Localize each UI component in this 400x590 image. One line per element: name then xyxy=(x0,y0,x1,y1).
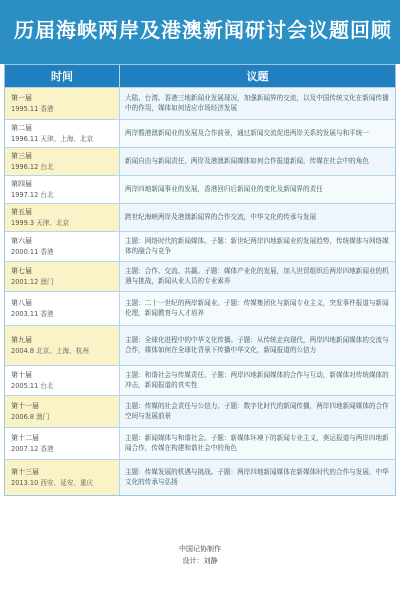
row-time-cell xyxy=(5,120,120,147)
session-label: 第二届 xyxy=(11,123,32,132)
row-topic-cell xyxy=(120,262,395,291)
row-time-cell xyxy=(5,396,120,427)
footer-designer: 设计：刘静 xyxy=(182,557,218,565)
topic-text: 主题：二十一世纪的两岸新闻业。子题：传媒集团化与新闻专业主义，突发事件报道与新闻伦理，新闻教育与人才培养 xyxy=(125,299,389,317)
topic-text: 大陆、台湾、香港三地新闻业发展现况，加强新闻界的交流，以及中国传统文化在新闻传播中的作用，媒体如何适应市场经济发展 xyxy=(125,94,389,112)
row-time-cell xyxy=(5,366,120,395)
column-header-time: 时间 xyxy=(5,65,120,87)
topic-text: 主题：网络时代的新闻媒体。子题：新世纪两岸四地新闻业的发展趋势，传统媒体与网络媒体的融合与竞争 xyxy=(125,237,389,255)
date-city-label: 2004.8 北京、上海、杭州 xyxy=(11,346,89,355)
topic-text: 主题：新闻媒体与和谐社会。子题：新媒体环境下的新闻专业主义，奥运报道与两岸四地新闻合作，传媒在构建和谐社会中的角色 xyxy=(125,434,389,452)
session-label: 第五届 xyxy=(11,207,32,216)
row-topic-cell xyxy=(120,396,395,427)
table-row xyxy=(5,231,395,261)
topic-text: 主题：传媒的社会责任与公信力。子题：数字化时代的新闻传播，两岸四地新闻媒体的合作空间与发展前景 xyxy=(125,402,389,420)
row-topic-cell xyxy=(120,232,395,261)
date-city-label: 2007.12 香港 xyxy=(11,444,54,453)
table-body xyxy=(5,87,395,495)
row-topic-cell xyxy=(120,366,395,395)
row-topic-cell xyxy=(120,148,395,175)
row-time-cell xyxy=(5,292,120,325)
row-topic-cell xyxy=(120,88,395,119)
date-city-label: 1999.3 天津、北京 xyxy=(11,218,70,227)
footer-producer: 中国记协制作 xyxy=(179,545,221,553)
topic-text: 两岸暨港澳新闻业的发展及合作前景，通过新闻交流促进两岸关系的发展与和平统一 xyxy=(125,128,369,137)
table-row xyxy=(5,459,395,495)
row-time-cell xyxy=(5,428,120,459)
session-label: 第九届 xyxy=(11,335,32,344)
session-label: 第八届 xyxy=(11,298,32,307)
row-time-cell xyxy=(5,460,120,495)
table-row xyxy=(5,261,395,291)
table-row xyxy=(5,427,395,459)
date-city-label: 2005.11 台北 xyxy=(11,381,54,390)
row-topic-cell xyxy=(120,176,395,203)
row-time-cell xyxy=(5,148,120,175)
session-label: 第三届 xyxy=(11,151,32,160)
topic-text: 新闻自由与新闻责任，两岸及港澳新闻媒体如何合作报道新闻，传媒在社会中的角色 xyxy=(125,156,369,165)
date-city-label: 2001.12 澳门 xyxy=(11,277,54,286)
topic-text: 主题：传媒发展的机遇与挑战。子题：两岸四地新闻媒体在新媒体时代的合作与发展，中华文化的传承与弘扬 xyxy=(125,468,389,486)
session-label: 第十一届 xyxy=(11,401,39,410)
row-time-cell xyxy=(5,326,120,365)
table-row xyxy=(5,119,395,147)
topic-text: 两岸四地新闻事业的发展，香港回归后新闻业的变化及新闻界的责任 xyxy=(125,184,323,193)
table-row xyxy=(5,325,395,365)
session-label: 第十届 xyxy=(11,370,32,379)
table-row xyxy=(5,147,395,175)
session-label: 第十二届 xyxy=(11,433,39,442)
table-row xyxy=(5,395,395,427)
row-time-cell xyxy=(5,232,120,261)
history-table xyxy=(4,64,396,496)
session-label: 第四届 xyxy=(11,179,32,188)
title-banner xyxy=(0,0,400,64)
session-label: 第七届 xyxy=(11,266,32,275)
row-time-cell xyxy=(5,204,120,231)
date-city-label: 2000.11 香港 xyxy=(11,247,54,256)
session-label: 第一届 xyxy=(11,93,32,102)
topic-text: 跨世纪海峡两岸及港澳新闻界的合作交流，中华文化的传承与发展 xyxy=(125,212,317,221)
topic-text: 主题：和谐社会与传媒责任。子题：两岸四地新闻媒体的合作与互动，新媒体对传统媒体的冲击，新闻报道的真实性 xyxy=(125,371,389,389)
date-city-label: 1997.12 台北 xyxy=(11,190,54,199)
session-label: 第十三届 xyxy=(11,467,39,476)
topic-text: 主题：全球化进程中的中华文化传播。子题：从传统走向现代，两岸四地新闻媒体的交流与合作，媒体如何在全球化背景下传播中华文化，新闻报道的公信力 xyxy=(125,336,389,354)
row-time-cell xyxy=(5,262,120,291)
date-city-label: 2013.10 西安、延安、重庆 xyxy=(11,478,94,487)
row-topic-cell xyxy=(120,120,395,147)
topic-text: 主题：合作、交流、共赢。子题：媒体产业化的发展，加入世贸组织后两岸四地新闻业的机遇与挑战，新闻从业人员的专业素养 xyxy=(125,267,389,285)
row-topic-cell xyxy=(120,326,395,365)
row-topic-cell xyxy=(120,460,395,495)
date-city-label: 1995.11 香港 xyxy=(11,104,54,113)
footer-credits xyxy=(0,543,400,567)
table-row xyxy=(5,175,395,203)
page-title: 历届海峡两岸及港澳新闻研讨会议题回顾 xyxy=(14,18,392,42)
date-city-label: 2003.11 香港 xyxy=(11,309,54,318)
column-header-topic: 议题 xyxy=(246,70,269,83)
row-time-cell xyxy=(5,88,120,119)
row-topic-cell xyxy=(120,204,395,231)
table-row xyxy=(5,291,395,325)
date-city-label: 1996.11 天津、上海、北京 xyxy=(11,134,94,143)
row-topic-cell xyxy=(120,428,395,459)
session-label: 第六届 xyxy=(11,236,32,245)
date-city-label: 2006.8 澳门 xyxy=(11,412,50,421)
date-city-label: 1996.12 台北 xyxy=(11,162,54,171)
table-row xyxy=(5,87,395,119)
table-header xyxy=(5,65,395,87)
row-time-cell xyxy=(5,176,120,203)
table-row xyxy=(5,203,395,231)
row-topic-cell xyxy=(120,292,395,325)
table-row xyxy=(5,365,395,395)
